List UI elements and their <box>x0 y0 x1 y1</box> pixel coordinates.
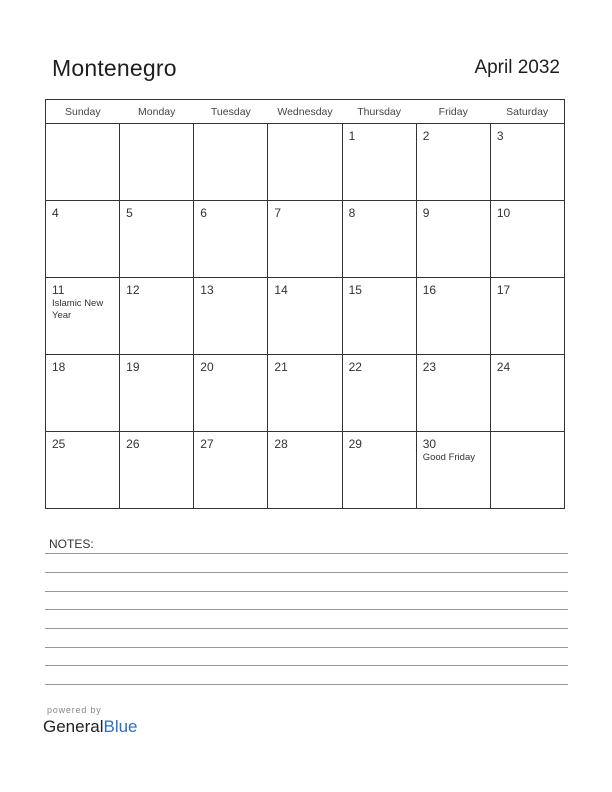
calendar-country-title: Montenegro <box>52 55 177 81</box>
weekday-header: Sunday <box>46 100 120 124</box>
calendar-day-cell <box>46 355 120 432</box>
day-number: 19 <box>126 360 140 374</box>
calendar-day-cell <box>342 355 416 432</box>
day-number: 7 <box>274 206 282 220</box>
note-line <box>45 553 568 554</box>
brand-logo-part2: Blue <box>103 717 138 736</box>
day-number: 22 <box>348 360 362 374</box>
day-number: 13 <box>200 283 214 297</box>
calendar-day-cell <box>342 124 416 201</box>
day-number: 6 <box>200 206 207 220</box>
day-number: 3 <box>496 129 504 143</box>
month-calendar-grid <box>45 99 565 509</box>
note-line <box>45 665 568 666</box>
calendar-day-cell <box>194 124 268 201</box>
day-number: 4 <box>52 206 59 220</box>
day-number: 25 <box>52 437 66 451</box>
holiday-label: Islamic New Year <box>52 298 104 321</box>
day-number: 15 <box>348 283 362 297</box>
calendar-day-cell <box>268 201 342 278</box>
calendar-day-cell <box>342 432 416 509</box>
notes-label: NOTES: <box>49 537 94 551</box>
day-number: 17 <box>496 283 511 297</box>
calendar-day-cell <box>342 201 416 278</box>
calendar-day-cell <box>268 278 342 355</box>
calendar-day-cell <box>120 124 194 201</box>
day-number: 27 <box>200 437 214 451</box>
calendar-day-cell <box>416 355 490 432</box>
day-number: 5 <box>126 206 133 220</box>
day-number: 30 <box>422 437 437 451</box>
day-number: 24 <box>496 360 511 374</box>
brand-logo-part1: General <box>43 717 104 736</box>
weekday-header: Tuesday <box>194 100 268 124</box>
calendar-day-cell <box>416 278 490 355</box>
calendar-month-title: April 2032 <box>474 57 560 78</box>
calendar-day-cell <box>268 355 342 432</box>
calendar-day-cell <box>490 355 564 432</box>
day-number: 9 <box>422 206 430 220</box>
day-number: 10 <box>496 206 511 220</box>
calendar-day-cell <box>120 355 194 432</box>
calendar-day-cell <box>490 124 564 201</box>
weekday-header: Friday <box>416 100 490 124</box>
calendar-week-row <box>46 124 565 201</box>
weekday-header: Thursday <box>342 100 416 124</box>
calendar-day-cell <box>416 124 490 201</box>
calendar-day-cell <box>120 432 194 509</box>
calendar-day-cell <box>490 432 564 509</box>
calendar-day-cell <box>120 278 194 355</box>
note-line <box>45 609 568 610</box>
day-number: 2 <box>422 129 430 143</box>
weekday-header: Saturday <box>490 100 564 124</box>
calendar-day-cell <box>268 432 342 509</box>
day-number: 18 <box>52 360 66 374</box>
day-number: 12 <box>126 283 140 297</box>
day-number: 11 <box>52 283 65 297</box>
note-line <box>45 628 568 629</box>
day-number: 16 <box>422 283 437 297</box>
day-number: 14 <box>274 283 288 297</box>
calendar-day-cell <box>194 278 268 355</box>
calendar-week-row <box>46 355 565 432</box>
day-number: 23 <box>422 360 437 374</box>
day-number: 21 <box>274 360 288 374</box>
note-line <box>45 591 568 592</box>
calendar-day-cell <box>46 124 120 201</box>
calendar-week-row <box>46 432 565 509</box>
weekday-header-row <box>46 100 565 124</box>
day-number: 28 <box>274 437 288 451</box>
note-line <box>45 684 568 685</box>
weekday-header: Wednesday <box>268 100 342 124</box>
calendar-day-cell <box>342 278 416 355</box>
day-number: 26 <box>126 437 140 451</box>
powered-by-text: powered by <box>47 705 102 715</box>
calendar-week-row <box>46 278 565 355</box>
calendar-day-cell <box>268 124 342 201</box>
weekday-header: Monday <box>120 100 194 124</box>
brand-logo <box>43 717 138 737</box>
calendar-day-cell <box>46 432 120 509</box>
calendar-day-cell <box>490 201 564 278</box>
calendar-day-cell <box>120 201 194 278</box>
calendar-day-cell <box>490 278 564 355</box>
calendar-day-cell <box>194 355 268 432</box>
calendar-day-cell <box>416 201 490 278</box>
calendar-week-row <box>46 201 565 278</box>
calendar-day-cell <box>194 432 268 509</box>
day-number: 29 <box>348 437 362 451</box>
calendar-day-cell <box>46 201 120 278</box>
day-number: 1 <box>348 129 356 143</box>
day-number: 20 <box>200 360 214 374</box>
note-line <box>45 647 568 648</box>
calendar-day-cell <box>46 278 120 355</box>
calendar-day-cell <box>194 201 268 278</box>
note-line <box>45 572 568 573</box>
day-number: 8 <box>348 206 356 220</box>
calendar-day-cell <box>416 432 490 509</box>
holiday-label: Good Friday <box>422 452 475 463</box>
